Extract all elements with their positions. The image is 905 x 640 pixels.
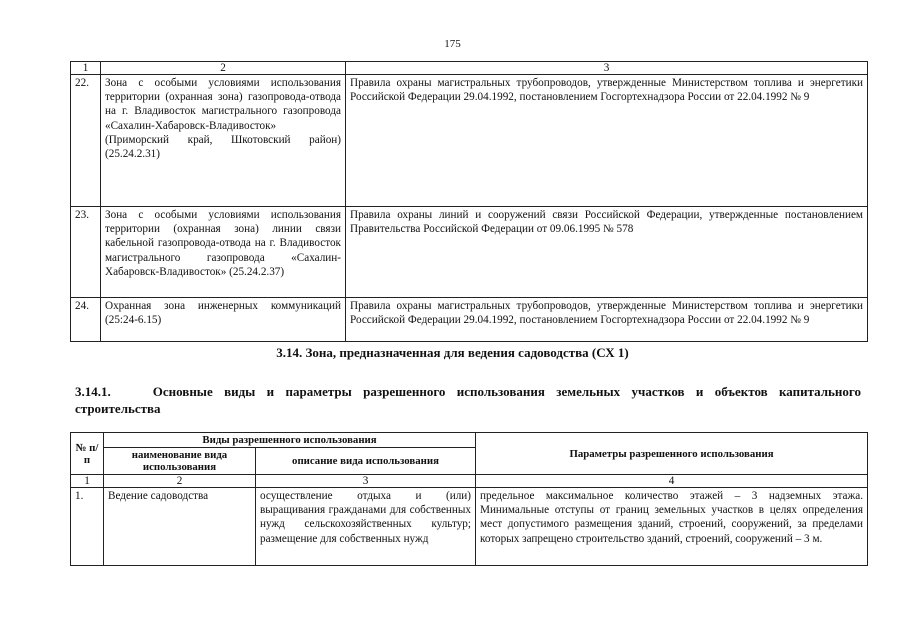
header-group: Виды разрешенного использования: [104, 433, 476, 448]
header-cell: 3: [346, 62, 868, 75]
header-name: наименование вида использования: [104, 448, 256, 475]
header-cell: 2: [101, 62, 346, 75]
row-number: 23.: [71, 207, 101, 298]
usage-table: [70, 432, 868, 566]
header-cell: 1: [71, 475, 104, 488]
subsection-text: Основные виды и параметры разрешенного использования земельных участков и объектов капитального строительства: [75, 384, 861, 416]
section-title: 3.14. Зона, предназначенная для ведения садоводства (СХ 1): [276, 345, 629, 360]
page-number: 175: [444, 38, 461, 50]
table-row: [71, 207, 868, 298]
table-row: [71, 298, 868, 342]
zone-regulation: Правила охраны магистральных трубопроводов, утвержденные Министерством топлива и энергетики Российской Федерации 29.04.1992, постановлением Госгортехнадзора России от 22.04.1992 № 9: [346, 298, 868, 342]
header-cell: 1: [71, 62, 101, 75]
table-row: [71, 75, 868, 207]
zone-regulation: Правила охраны магистральных трубопроводов, утвержденные Министерством топлива и энергетики Российской Федерации 29.04.1992, постановлением Госгортехнадзора России от 22.04.1992 № 9: [346, 75, 868, 207]
usage-name: Ведение садоводства: [104, 488, 256, 566]
table-index-row: [71, 475, 868, 488]
zone-name: Охранная зона инженерных коммуникаций (25:24-6.15): [101, 298, 346, 342]
usage-parameters: предельное максимальное количество этажей – 3 надземных этажа. Минимальные отступы от границ земельных участков в целях определения мест допустимого размещения зданий, строений, сооружений, за пределами которых запрещено строительство зданий, строений, сооружений – 3 м.: [476, 488, 868, 566]
zone-name: Зона с особыми условиями использования территории (охранная зона) газопровода-отвода на г. Владивосток магистрального газопровода «Сахалин-Хабаровск-Владивосток» (Приморский край, Шкотовский район) (25.24.2.31): [101, 75, 346, 207]
usage-description: осуществление отдыха и (или) выращивания гражданами для собственных нужд сельскохозяйственных культур; размещение для собственных нужд: [256, 488, 476, 566]
header-cell: 3: [256, 475, 476, 488]
row-number: 24.: [71, 298, 101, 342]
header-num: № п/п: [71, 433, 104, 475]
table-header-row: [71, 433, 868, 448]
row-number: 22.: [71, 75, 101, 207]
table-header-row: [71, 62, 868, 75]
zones-table: [70, 61, 868, 342]
row-number: 1.: [71, 488, 104, 566]
header-cell: 4: [476, 475, 868, 488]
table-row: [71, 488, 868, 566]
header-cell: 2: [104, 475, 256, 488]
subsection-number: 3.14.1.: [75, 384, 111, 399]
zone-regulation: Правила охраны линий и сооружений связи Российской Федерации, утвержденные постановлением Правительства Российской Федерации от 09.06.1995 № 578: [346, 207, 868, 298]
subsection-title: [75, 383, 861, 417]
header-desc: описание вида использования: [256, 448, 476, 475]
zone-name: Зона с особыми условиями использования территории (охранная зона) линии связи кабельной газопровода-отвода на г. Владивосток магистрального газопровода «Сахалин-Хабаровск-Владивосток» (25.24.2.37): [101, 207, 346, 298]
header-params: Параметры разрешенного использования: [476, 433, 868, 475]
